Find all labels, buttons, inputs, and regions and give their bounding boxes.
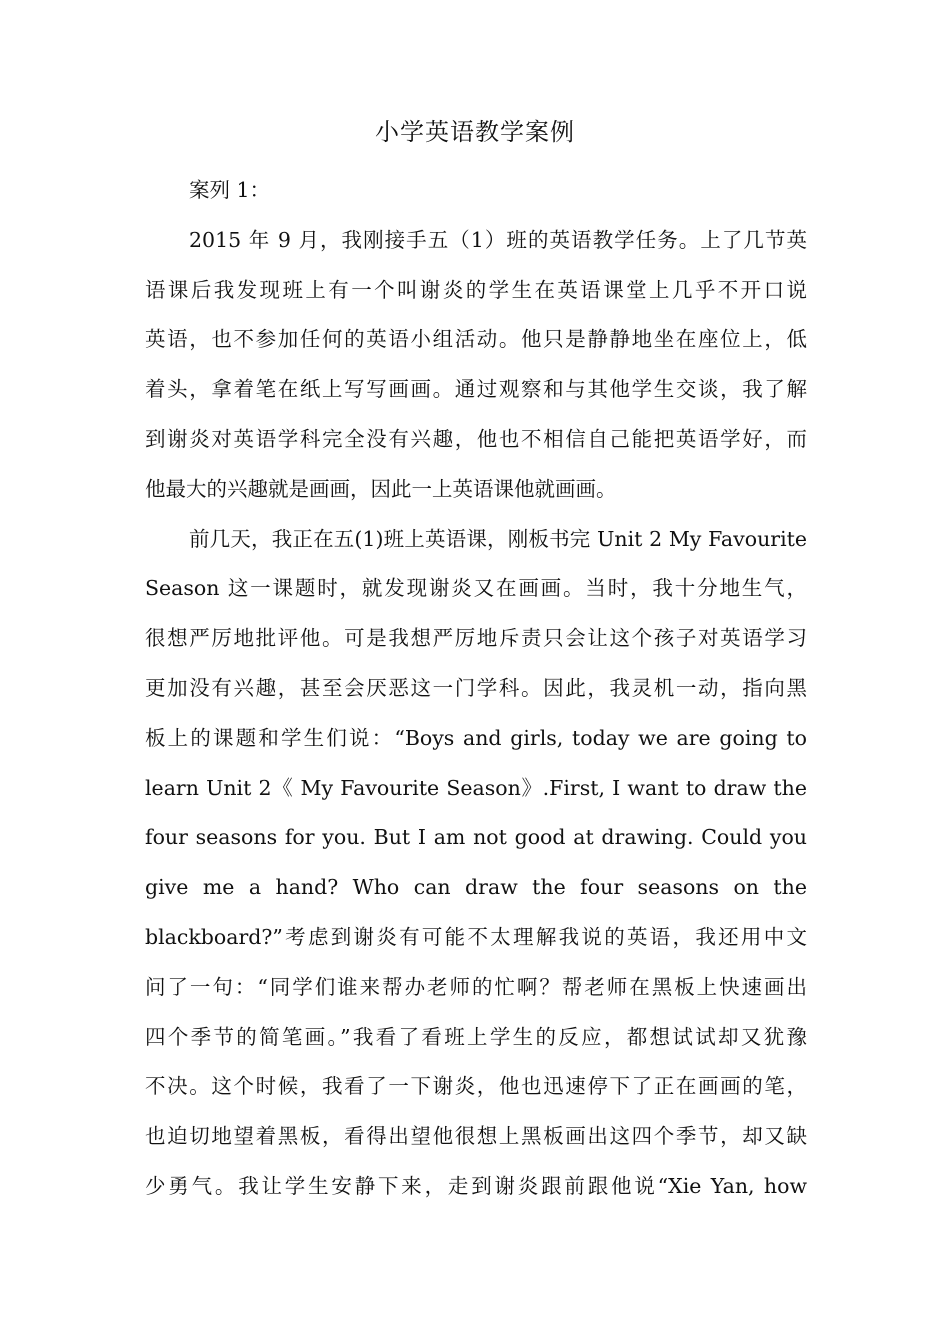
paragraph-line: 2015 年 9 月，我刚接手五（1）班的英语教学任务。上了几节英 xyxy=(189,227,807,252)
document-title: 小学英语教学案例 xyxy=(375,118,575,146)
paragraph-line: 问了一句：“同学们谁来帮办老师的忙啊？帮老师在黑板上快速画出 xyxy=(145,974,807,999)
paragraph-line: 英语，也不参加任何的英语小组活动。他只是静静地坐在座位上，低 xyxy=(145,327,807,352)
paragraph-line: four seasons for you. But I am not good at drawing. Could you xyxy=(145,825,807,850)
paragraph-line: 他最大的兴趣就是画画，因此一上英语课他就画画。 xyxy=(145,476,617,501)
document-body xyxy=(145,166,807,1212)
paragraph-line: give me a hand? Who can draw the four seasons on the xyxy=(145,875,807,900)
paragraph-line: 少勇气。我让学生安静下来，走到谢炎跟前跟他说“Xie Yan, how xyxy=(145,1173,807,1198)
paragraph-line: 很想严厉地批评他。可是我想严厉地斥责只会让这个孩子对英语学习 xyxy=(145,626,807,651)
paragraph-line: learn Unit 2《 My Favourite Season》.First, I want to draw the xyxy=(145,775,807,800)
paragraph-line: 更加没有兴趣，甚至会厌恶这一门学科。因此，我灵机一动，指向黑 xyxy=(145,675,807,700)
paragraph-line: 着头，拿着笔在纸上写写画画。通过观察和与其他学生交谈，我了解 xyxy=(145,377,807,402)
paragraph-line: 板上的课题和学生们说：“Boys and girls, today we are going to xyxy=(145,725,807,750)
case-label: 案列 1： xyxy=(189,178,271,202)
paragraph-line: Season 这一课题时，就发现谢炎又在画画。当时，我十分地生气， xyxy=(145,576,807,601)
paragraph-line: blackboard?”考虑到谢炎有可能不太理解我说的英语，我还用中文 xyxy=(145,924,807,949)
paragraph-line: 到谢炎对英语学科完全没有兴趣，他也不相信自己能把英语学好，而 xyxy=(145,426,807,451)
paragraph-line: 四个季节的简笔画。”我看了看班上学生的反应，都想试试却又犹豫 xyxy=(145,1024,807,1049)
paragraph-line: 语课后我发现班上有一个叫谢炎的学生在英语课堂上几乎不开口说 xyxy=(145,277,807,302)
paragraph-line: 不决。这个时候，我看了一下谢炎，他也迅速停下了正在画画的笔， xyxy=(145,1074,807,1099)
paragraph-line: 前几天，我正在五(1)班上英语课，刚板书完 Unit 2 My Favourite xyxy=(189,526,807,551)
paragraph-line: 也迫切地望着黑板，看得出望他很想上黑板画出这四个季节，却又缺 xyxy=(145,1124,807,1149)
